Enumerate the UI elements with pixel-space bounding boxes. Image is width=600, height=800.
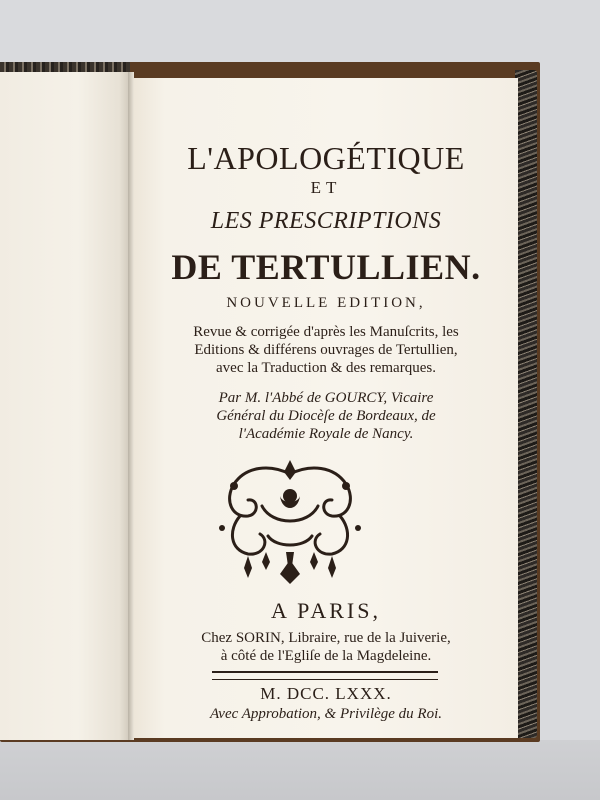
place-line: A PARIS, <box>270 598 381 623</box>
table-surface <box>0 740 600 800</box>
year-line: M. DCC. LXXX. <box>260 684 392 703</box>
title-line-prescriptions: LES PRESCRIPTIONS <box>210 208 442 234</box>
description-line-2: Editions & différens ouvrages de Tertullien, <box>194 342 458 358</box>
author-line-2: Général du Diocèſe de Bordeaux, de <box>216 408 436 424</box>
marbled-board-edge <box>515 70 537 738</box>
author-line-3: l'Académie Royale de Nancy. <box>238 426 414 442</box>
left-blank-page <box>0 72 130 740</box>
double-rule-divider <box>212 671 438 680</box>
publisher-line-1: Chez SORIN, Libraire, rue de la Juiverie, <box>201 630 451 646</box>
title-line-et: ET <box>310 178 342 197</box>
title-line-tertullien: DE TERTULLIEN. <box>171 247 481 287</box>
privilege-line: Avec Approbation, & Privilège du Roi. <box>209 706 443 722</box>
ornament-vignette-icon <box>210 456 370 586</box>
title-line-apologetique: L'APOLOGÉTIQUE <box>187 140 465 176</box>
author-line-1: Par M. l'Abbé de GOURCY, Vicaire <box>218 390 434 406</box>
description-line-1: Revue & corrigée d'après les Manuſcrits, les <box>193 324 459 340</box>
description-line-3: avec la Traduction & des remarques. <box>216 360 436 376</box>
edition-line: NOUVELLE EDITION, <box>226 295 426 311</box>
publisher-line-2: à côté de l'Egliſe de la Magdeleine. <box>220 648 432 664</box>
title-page <box>134 78 518 738</box>
marbled-board-top <box>0 62 130 72</box>
